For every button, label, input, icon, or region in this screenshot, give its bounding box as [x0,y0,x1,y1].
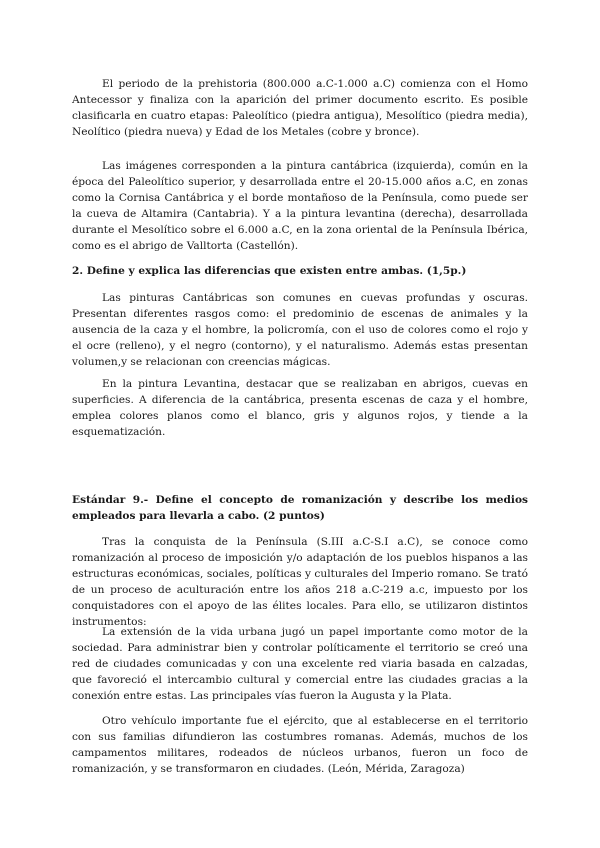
question-heading-diferencias: 2. Define y explica las diferencias que existen entre ambas. (1,5p.) [72,265,467,277]
paragraph-cantabrica: Las pinturas Cantábricas son comunes en cuevas profundas y oscuras. Presentan diferentes rasgos como: el predominio de escenas de animales y la ausencia de la caza y el hombre, la policromía, con el uso de colores como el rojo y el ocre (relleno), y el negro (contorno), y el naturalismo. Además estas presentan volumen,y se relacionan con creencias mágicas. [72,292,528,368]
paragraph-ejercito: Otro vehículo importante fue el ejército, que al establecerse en el territorio con sus familias difundieron las costumbres romanas. Además, muchos de los campamentos militares, rodeados de núcleos urbanos, fueron un foco de romanización, y se transformaron en ciudades. (León, Mérida, Zaragoza) [72,715,528,775]
question-heading-romanizacion: Estándar 9.- Define el concepto de romanización y describe los medios empleados para llevarla a cabo. (2 puntos) [72,494,528,522]
paragraph-imagenes: Las imágenes corresponden a la pintura cantábrica (izquierda), común en la época del Paleolítico superior, y desarrollada entre el 20-15.000 años a.C, en zonas como la Cornisa Cantábrica y el borde montañoso de la Península, como puede ser la cueva de Altamira (Cantabria). Y a la pintura levantina (derecha), desarrollada durante el Mesolítico sobre el 6.000 a.C, en la zona oriental de la Península Ibérica, como es el abrigo de Valltorta (Castellón). [72,160,528,252]
paragraph-levantina: En la pintura Levantina, destacar que se realizaban en abrigos, cuevas en superficies. A diferencia de la cantábrica, presenta escenas de caza y el hombre, emplea colores planos como el blanco, gris y algunos rojos, y tiende a la esquematización. [72,378,528,438]
paragraph-vida-urbana: La extensión de la vida urbana jugó un papel importante como motor de la sociedad. Para administrar bien y controlar políticamente el territorio se creó una red de ciudades comunicadas y con una excelente red viaria basada en calzadas, que favoreció el intercambio cultural y comercial entre las ciudades gracias a la conexión entre estas. Las principales vías fueron la Augusta y la Plata. [72,626,528,702]
paragraph-romanizacion: Tras la conquista de la Península (S.III a.C-S.I a.C), se conoce como romanización al proceso de imposición y/o adaptación de los pueblos hispanos a las estructuras económicas, sociales, políticas y culturales del Imperio romano. Se trató de un proceso de aculturación entre los años 218 a.C-219 a.c, impuesto por los conquistadores con el apoyo de las élites locales. Para ello, se utilizaron distintos instrumentos: [72,536,528,628]
paragraph-prehistoria: El periodo de la prehistoria (800.000 a.C-1.000 a.C) comienza con el Homo Antecessor y finaliza con la aparición del primer documento escrito. Es posible clasificarla en cuatro etapas: Paleolítico (piedra antigua), Mesolítico (piedra media), Neolítico (piedra nueva) y Edad de los Metales (cobre y bronce). [72,78,528,138]
